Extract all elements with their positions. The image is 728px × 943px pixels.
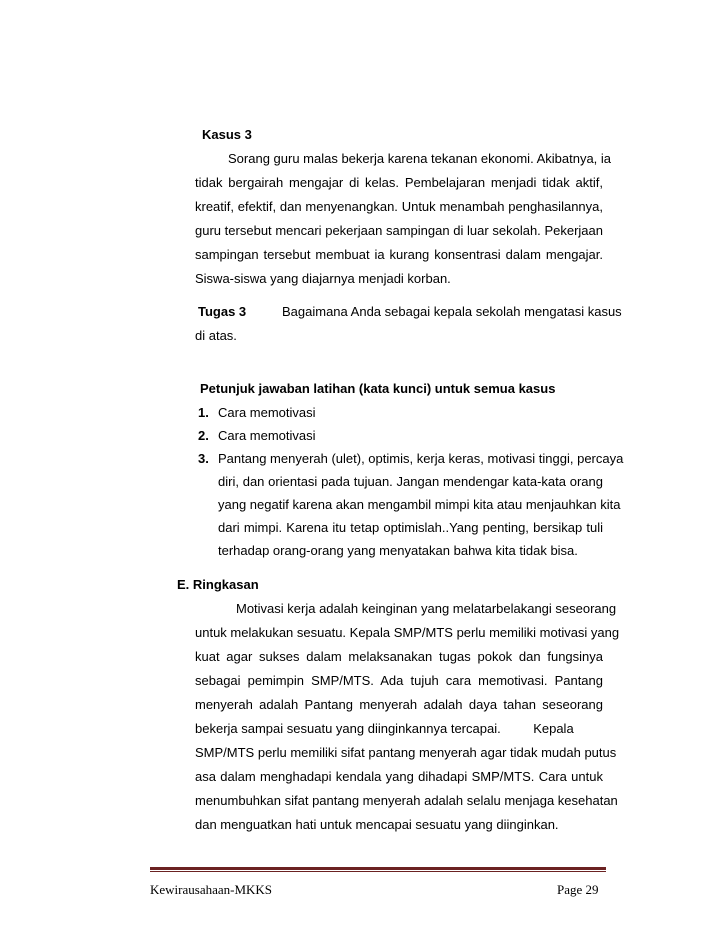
tugas-text: di atas.: [195, 328, 237, 343]
ringkasan-line: sebagai pemimpin SMP/MTS. Ada tujuh cara memotivasi. Pantang: [195, 673, 603, 688]
list-item: Pantang menyerah (ulet), optimis, kerja keras, motivasi tinggi, percaya: [218, 451, 624, 466]
kasus-line: Sorang guru malas bekerja karena tekanan ekonomi. Akibatnya, ia: [228, 151, 612, 166]
list-item: Cara memotivasi: [218, 428, 316, 443]
footer-title: Kewirausahaan-MKKS: [150, 882, 273, 897]
list-item-cont: dari mimpi. Karena itu tetap optimislah..Yang penting, bersikap tuli: [218, 520, 603, 535]
kasus-line: tidak bergairah mengajar di kelas. Pembelajaran menjadi tidak aktif,: [195, 175, 603, 190]
list-item: Cara memotivasi: [218, 405, 316, 420]
ringkasan-line: dan menguatkan hati untuk mencapai sesuatu yang diinginkan.: [195, 817, 559, 832]
kasus-line: kreatif, efektif, dan menyenangkan. Untuk menambah penghasilannya,: [195, 199, 603, 214]
kasus-line: sampingan tersebut membuat ia kurang konsentrasi dalam mengajar.: [195, 247, 603, 262]
ringkasan-line: SMP/MTS perlu memiliki sifat pantang menyerah agar tidak mudah putus: [195, 745, 617, 760]
ringkasan-line: bekerja sampai sesuatu yang diinginkannya tercapai. Kepala: [195, 721, 574, 736]
list-item-cont: yang negatif karena akan mengambil mimpi kita atau menjauhkan kita: [218, 497, 621, 512]
ringkasan-line: kuat agar sukses dalam melaksanakan tugas pokok dan fungsinya: [195, 649, 603, 664]
section-heading: E. Ringkasan: [177, 577, 259, 592]
footer-rule: [150, 871, 606, 872]
ringkasan-line: Motivasi kerja adalah keinginan yang melatarbelakangi seseorang: [236, 601, 617, 616]
list-item-cont: diri, dan orientasi pada tujuan. Jangan mendengar kata-kata orang: [218, 474, 603, 489]
list-number: 3.: [198, 451, 209, 466]
petunjuk-heading: Petunjuk jawaban latihan (kata kunci) untuk semua kasus: [200, 381, 556, 396]
ringkasan-line: untuk melakukan sesuatu. Kepala SMP/MTS perlu memiliki motivasi yang: [195, 625, 620, 640]
footer-rule: [150, 867, 606, 870]
list-number: 1.: [198, 405, 209, 420]
page-number: Page 29: [557, 882, 599, 897]
list-item-cont: terhadap orang-orang yang menyatakan bahwa kita tidak bisa.: [218, 543, 578, 558]
ringkasan-line: menyerah adalah Pantang menyerah adalah daya tahan seseorang: [195, 697, 603, 712]
tugas-text: Bagaimana Anda sebagai kepala sekolah mengatasi kasus: [282, 304, 622, 319]
list-number: 2.: [198, 428, 209, 443]
kasus-line: Siswa-siswa yang diajarnya menjadi korban.: [195, 271, 451, 286]
kasus-line: guru tersebut mencari pekerjaan sampingan di luar sekolah. Pekerjaan: [195, 223, 603, 238]
ringkasan-line: asa dalam menghadapi kendala yang dihadapi SMP/MTS. Cara untuk: [195, 769, 603, 784]
tugas-label: Tugas 3: [198, 304, 247, 319]
ringkasan-line: menumbuhkan sifat pantang menyerah adalah selalu menjaga kesehatan: [195, 793, 618, 808]
kasus-heading: Kasus 3: [202, 127, 252, 142]
